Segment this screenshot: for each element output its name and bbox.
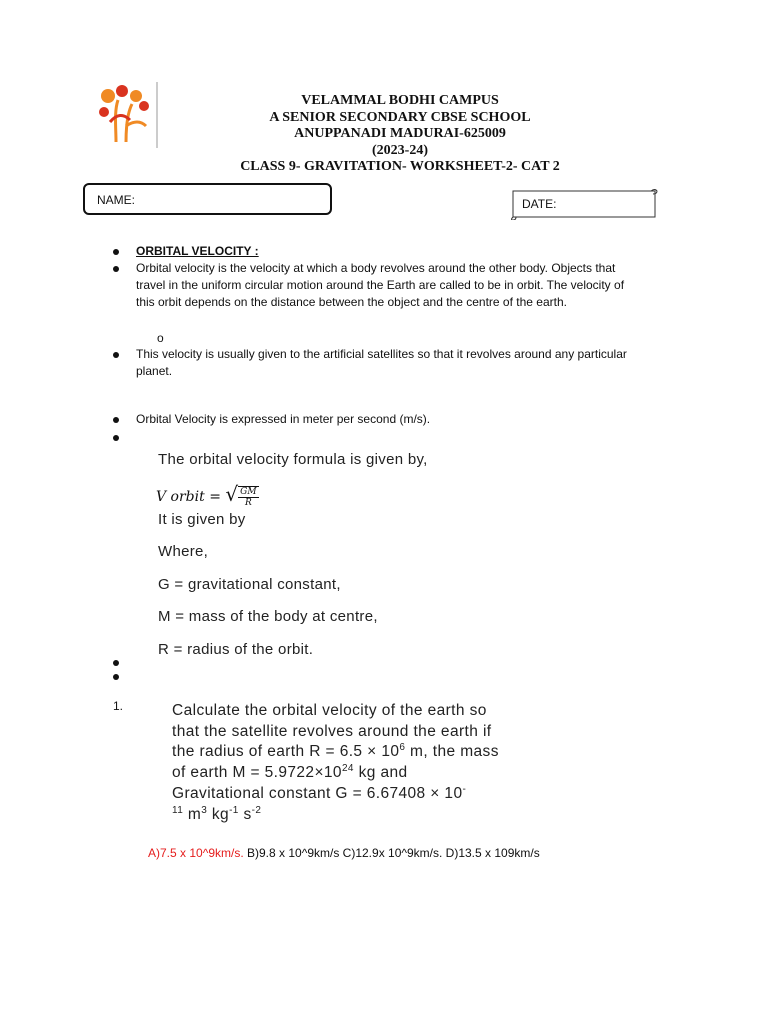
question-text (172, 701, 642, 825)
formula-m-definition: M = mass of the body at centre, (158, 608, 378, 625)
school-logo (96, 82, 158, 148)
formula-r-definition: R = radius of the orbit. (158, 641, 314, 658)
formula-where: Where, (158, 543, 209, 560)
question-line: $^{11}$ $m^3$ $kg^{-1}$ $s^{-2}$ (172, 804, 262, 823)
question-line: Calculate the orbital velocity of the earth so (172, 702, 487, 719)
school-address: ANUPPANADI MADURAI-625009 (294, 126, 506, 141)
answer-options-bcd[interactable]: B)9.8 x 10^9km/s C)12.9x 10^9km/s. D)13.5 x 109km/s (243, 846, 540, 860)
school-name: VELAMMAL BODHI CAMPUS (301, 93, 499, 108)
sqrt-icon: √ (225, 482, 239, 506)
school-header (160, 93, 640, 176)
bullet-dot (113, 352, 119, 358)
date-field[interactable] (509, 188, 658, 220)
orbital-velocity-formula (156, 482, 259, 508)
formula-denominator: R (244, 498, 252, 508)
bullet-dot (113, 674, 119, 680)
bullet-units: Orbital Velocity is expressed in meter per second (m/s). (136, 412, 431, 426)
formula-g-definition: G = gravitational constant, (158, 576, 341, 593)
formula-numerator: GM (240, 487, 257, 497)
bullet-dot (113, 660, 119, 666)
formula-given: It is given by (158, 511, 246, 528)
formula-intro: The orbital velocity formula is given by, (158, 451, 428, 468)
name-label: NAME: (97, 193, 136, 207)
answer-option-a[interactable]: A)7.5 x 10^9km/s. (148, 846, 244, 860)
sub-bullet: o (157, 331, 164, 345)
name-field[interactable] (83, 183, 332, 215)
academic-year: (2023-24) (372, 142, 428, 158)
bullet-definition: Orbital velocity is the velocity at which a body revolves around the other body. Objects that travel in the uniform circular motion around the Earth are called to be in orbit. The velocity of this orbit depends on the distance between the object and the centre of the earth. (136, 261, 625, 309)
bullet-satellites: This velocity is usually given to the artificial satellites so that it revolves around any particular planet. (136, 347, 627, 378)
date-label: DATE: (522, 197, 557, 211)
question-line: that the satellite revolves around the earth if (172, 722, 492, 740)
question-line: the radius of earth $R = 6.5 \times 10^6$ m, the mass (172, 742, 499, 761)
bullet-dot (113, 435, 119, 441)
section-title: ORBITAL VELOCITY : (136, 244, 259, 258)
answer-options (148, 846, 540, 860)
question-line: of earth $M = 5.9722\times 10^{24}$ kg and (172, 762, 408, 782)
worksheet-title: CLASS 9- GRAVITATION- WORKSHEET-2- CAT 2 (240, 159, 560, 174)
bullet-dot (113, 249, 119, 255)
formula-lhs: V orbit = (156, 489, 221, 505)
question-number: 1. (113, 699, 124, 713)
school-type: A SENIOR SECONDARY CBSE SCHOOL (269, 109, 531, 125)
question-line: Gravitational constant G = 6.67408 × 10- (172, 783, 467, 802)
bullet-dot (113, 417, 119, 423)
bullet-dot (113, 266, 119, 272)
